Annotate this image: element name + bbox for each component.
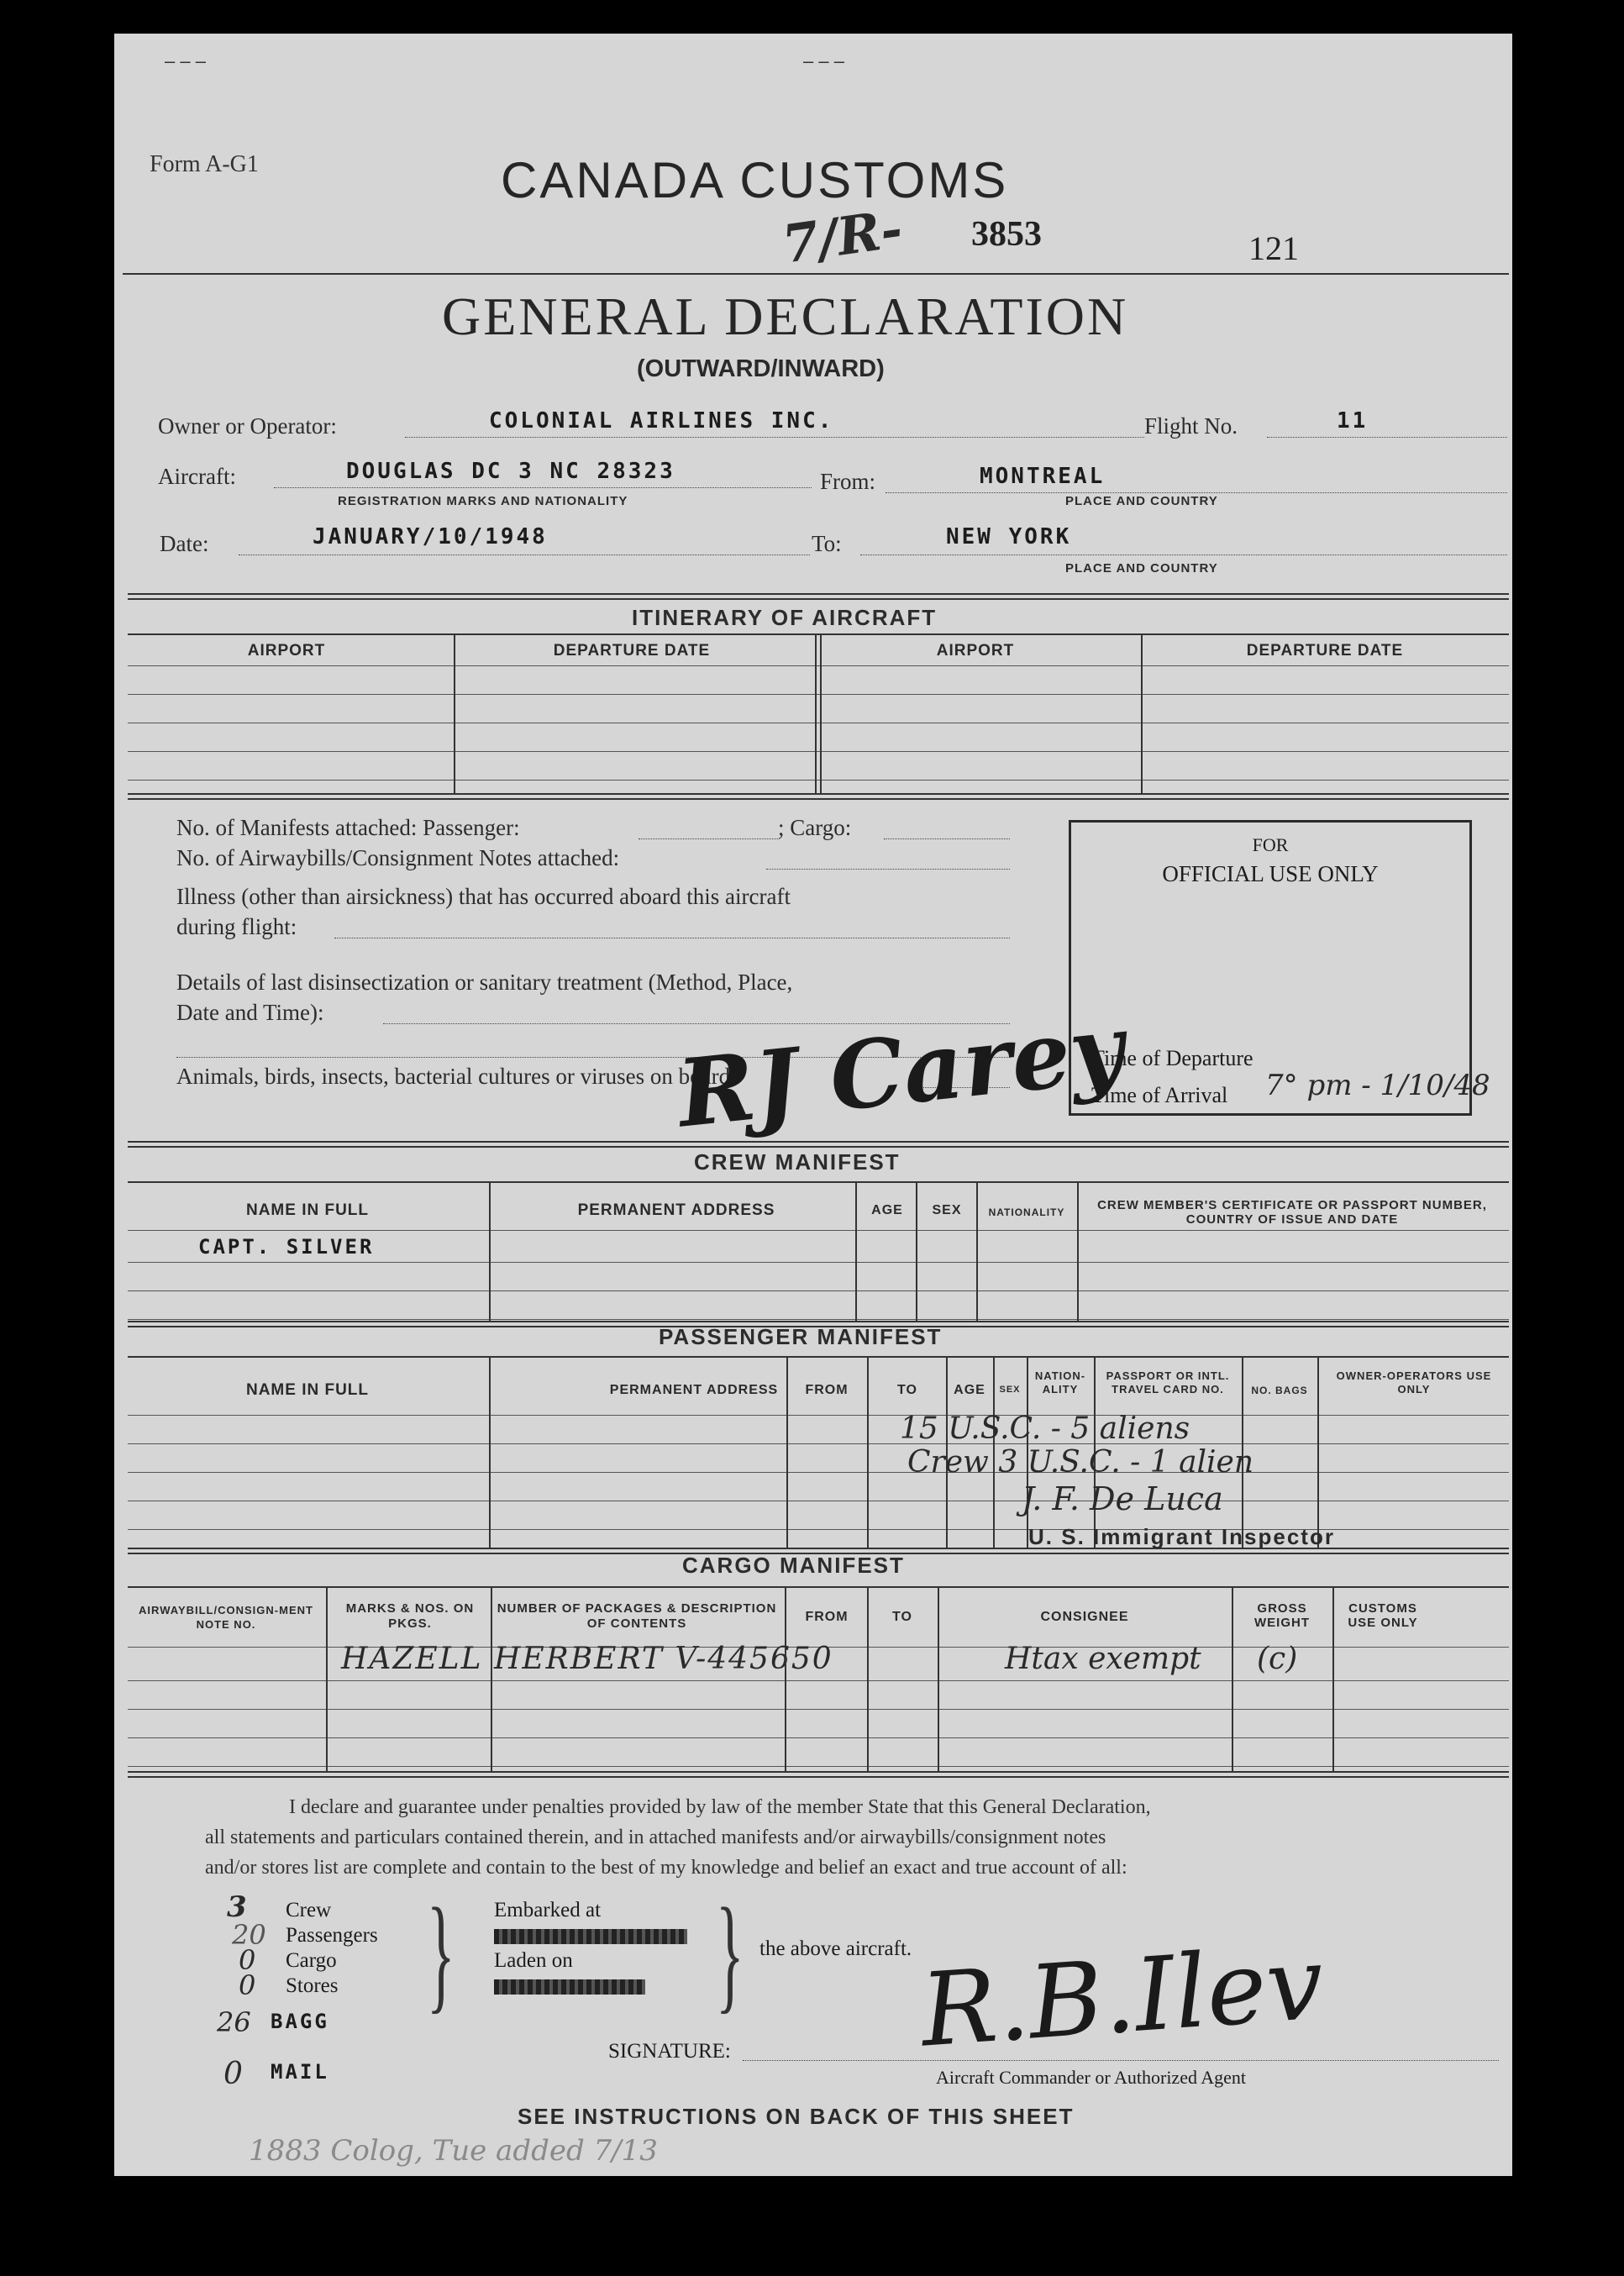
agency-title: CANADA CUSTOMS [501, 152, 1009, 208]
passenger-header: FROM [805, 1383, 849, 1397]
crew-title: CREW MANIFEST [694, 1149, 901, 1175]
itinerary-title: ITINERARY OF AIRCRAFT [632, 605, 938, 630]
cargo-rule [128, 1776, 1509, 1778]
to-caption: PLACE AND COUNTRY [1065, 561, 1218, 576]
mail-count: 0 [223, 2057, 243, 2091]
signature-label: SIGNATURE: [608, 2040, 731, 2063]
cargo-row-weight: (c) [1257, 1642, 1298, 1676]
from-value: MONTREAL [980, 464, 1106, 489]
embarked-redacted [494, 1929, 687, 1944]
declaration-form [114, 34, 1512, 2176]
col-rule [786, 1356, 788, 1549]
col-rule [491, 1586, 492, 1773]
to-value: NEW YORK [946, 524, 1072, 549]
cargo-label: ; Cargo: [778, 815, 852, 840]
arrival-value: 7° pm - 1/10/48 [1265, 1069, 1490, 1102]
aircraft-line [274, 487, 812, 488]
row-rule [128, 694, 1509, 695]
page-number: 121 [1248, 229, 1299, 267]
passenger-rule [128, 1356, 1509, 1358]
stamp-signature: RJ Carey [672, 993, 1129, 1149]
bagg-count: 26 [217, 2006, 251, 2038]
cargo-row-consignee: Htax exempt [1005, 1642, 1201, 1676]
passenger-header: OWNER-OPERATORS USE ONLY [1336, 1369, 1492, 1396]
crew-header: SEX [932, 1203, 962, 1217]
crew-header: AGE [871, 1203, 903, 1217]
passenger-header: NAME IN FULL [245, 1381, 370, 1399]
declaration-line: I declare and guarantee under penalties provided by law of the member State that this General Declaration, [289, 1796, 1151, 1818]
itinerary-rule [128, 633, 1509, 635]
cargo-header: TO [892, 1610, 912, 1624]
col-rule [938, 1586, 939, 1773]
itinerary-rule [128, 598, 1509, 600]
row-rule [128, 780, 1509, 781]
from-line [886, 492, 1507, 493]
col-rule [976, 1181, 978, 1321]
airwaybills-line [766, 869, 1010, 870]
from-caption: PLACE AND COUNTRY [1065, 494, 1218, 508]
cargo-header: AIRWAYBILL/CONSIGN-MENT NOTE NO. [139, 1604, 313, 1631]
itinerary-header: AIRPORT [936, 642, 1015, 660]
crew-rule [128, 1181, 1509, 1183]
row-rule [128, 1262, 1509, 1263]
passenger-header: NO. BAGS [1251, 1385, 1308, 1396]
brace-left: } [427, 1884, 455, 2026]
crew-header: PERMANENT ADDRESS [577, 1201, 775, 1219]
crew-count-label: Crew [286, 1899, 332, 1921]
cargo-title: CARGO MANIFEST [682, 1553, 905, 1578]
passenger-header: PASSPORT OR INTL. TRAVEL CARD NO. [1106, 1369, 1230, 1396]
crew-header: CREW MEMBER'S CERTIFICATE OR PASSPORT NUMBER, COUNTRY OF ISSUE AND DATE [1097, 1198, 1487, 1227]
cargo-count: 0 [239, 1944, 256, 1976]
crew-rule [128, 1141, 1509, 1143]
laden-redacted [494, 1979, 645, 1995]
mail-label: MAIL [271, 2060, 329, 2084]
from-label: From: [820, 469, 876, 494]
passenger-header: NATION-ALITY [1034, 1369, 1086, 1396]
stores-count-label: Stores [286, 1974, 339, 1997]
col-rule [1317, 1356, 1319, 1549]
row-rule [128, 1680, 1509, 1681]
header-rule [123, 273, 1509, 275]
row-rule [128, 1443, 1509, 1444]
flight-label: Flight No. [1144, 413, 1238, 439]
cargo-header: GROSS WEIGHT [1254, 1601, 1310, 1630]
row-rule [128, 1319, 1509, 1320]
passenger-header: SEX [999, 1385, 1021, 1395]
manifests-label: No. of Manifests attached: Passenger: [176, 815, 520, 840]
col-rule [1077, 1181, 1079, 1321]
cargo-count-label: Cargo [286, 1949, 337, 1972]
form-title: GENERAL DECLARATION [442, 286, 1129, 346]
passenger-header: PERMANENT ADDRESS [609, 1383, 779, 1397]
signature-line [743, 2060, 1499, 2061]
col-rule [489, 1181, 491, 1321]
crew-header: NAME IN FULL [245, 1201, 370, 1219]
col-rule [855, 1181, 857, 1321]
col-rule [867, 1356, 869, 1549]
illness-label-2: during flight: [176, 914, 297, 939]
row-rule [128, 665, 1509, 666]
cargo-header: CUSTOMS USE ONLY [1348, 1601, 1418, 1630]
aircraft-value: DOUGLAS DC 3 NC 28323 [346, 459, 675, 484]
col-rule [820, 633, 822, 793]
crew-row-name: CAPT. SILVER [198, 1235, 375, 1259]
hand-mark: 7/R- [778, 197, 907, 276]
flight-line [1267, 437, 1507, 438]
passenger-header: TO [897, 1383, 917, 1397]
col-rule [326, 1586, 328, 1773]
brace-right: } [716, 1884, 744, 2026]
itinerary-rule [128, 593, 1509, 595]
to-label: To: [812, 531, 842, 556]
form-number: Form A-G1 [150, 151, 259, 177]
commander-signature: R.B.Ilev [917, 1925, 1327, 2070]
top-mark: – – – [165, 50, 206, 71]
cargo-rule [128, 1586, 1509, 1588]
row-rule [128, 1290, 1509, 1291]
cargo-header: FROM [805, 1610, 849, 1624]
passengers-count-label: Passengers [286, 1924, 378, 1947]
itinerary-header: DEPARTURE DATE [553, 642, 711, 660]
aircraft-label: Aircraft: [158, 464, 236, 489]
form-subtitle: (OUTWARD/INWARD) [637, 355, 885, 382]
aircraft-caption: REGISTRATION MARKS AND NATIONALITY [338, 494, 628, 508]
col-rule [1141, 633, 1143, 793]
passengers-count: 20 [232, 1919, 266, 1951]
col-rule [1232, 1586, 1233, 1773]
date-label: Date: [160, 531, 209, 556]
cargo-header: CONSIGNEE [1040, 1610, 1129, 1624]
row-rule [128, 1737, 1509, 1738]
col-rule [454, 633, 455, 793]
airwaybills-label: No. of Airwaybills/Consignment Notes attached: [176, 845, 620, 870]
immigration-stamp: U. S. Immigrant Inspector [1028, 1524, 1335, 1549]
top-mark: – – – [803, 50, 844, 71]
passenger-note: Crew 3 U.S.C. - 1 alien [907, 1445, 1254, 1480]
row-rule [128, 1709, 1509, 1710]
col-rule [867, 1586, 869, 1773]
crew-count: 3 [227, 1890, 247, 1924]
passenger-title: PASSENGER MANIFEST [659, 1324, 943, 1349]
details-label: Details of last disinsectization or sanitary treatment (Method, Place, [176, 970, 793, 995]
flight-value: 11 [1337, 408, 1369, 434]
declaration-line: and/or stores list are complete and contain to the best of my knowledge and belief an exact and true account of all: [205, 1857, 1127, 1879]
reference-number: 3853 [971, 215, 1042, 254]
bagg-label: BAGG [271, 2010, 329, 2033]
passenger-note: J. F. De Luca [1022, 1480, 1223, 1517]
passenger-header: AGE [954, 1383, 985, 1397]
arrival-label: Time of Arrival [1091, 1083, 1228, 1107]
cargo-header: MARKS & NOS. ON PKGS. [345, 1601, 475, 1631]
pencil-note: 1883 Colog, Tue added 7/13 [249, 2134, 658, 2168]
passenger-note: 15 U.S.C. - 5 aliens [900, 1411, 1190, 1446]
stores-count: 0 [239, 1969, 256, 2001]
col-rule [916, 1181, 917, 1321]
row-rule [128, 1230, 1509, 1231]
owner-line [405, 437, 1144, 438]
cargo-line [884, 838, 1010, 839]
official-for: FOR [1252, 834, 1289, 855]
laden-label: Laden on [494, 1949, 573, 1972]
departure-label: Time of Departure [1091, 1046, 1253, 1070]
itinerary-header: DEPARTURE DATE [1246, 642, 1404, 660]
illness-label: Illness (other than airsickness) that has occurred aboard this aircraft [176, 884, 791, 909]
cargo-rule [128, 1771, 1509, 1773]
row-rule [128, 1472, 1509, 1473]
owner-label: Owner or Operator: [158, 413, 337, 439]
col-rule [815, 633, 817, 793]
official-use-title: OFFICIAL USE ONLY [1162, 861, 1379, 886]
embarked-label: Embarked at [494, 1899, 602, 1921]
date-value: JANUARY/10/1948 [313, 524, 548, 549]
row-rule [128, 1766, 1509, 1767]
crew-rule [128, 1321, 1509, 1322]
crew-header: NATIONALITY [988, 1206, 1065, 1218]
cargo-row-marks: HAZELL HERBERT V-445650 [341, 1642, 833, 1676]
animals-label: Animals, birds, insects, bacterial cultures or viruses on board: [176, 1064, 737, 1089]
owner-value: COLONIAL AIRLINES INC. [489, 408, 834, 434]
row-rule [128, 751, 1509, 752]
itinerary-rule [128, 798, 1509, 800]
instructions-footer: SEE INSTRUCTIONS ON BACK OF THIS SHEET [518, 2104, 1075, 2129]
itinerary-header: AIRPORT [247, 642, 326, 660]
details-label-2: Date and Time): [176, 1000, 324, 1025]
row-rule [128, 1415, 1509, 1416]
signature-caption: Aircraft Commander or Authorized Agent [936, 2067, 1247, 2088]
col-rule [1332, 1586, 1334, 1773]
passenger-line [639, 838, 780, 839]
declaration-line: all statements and particulars contained therein, and in attached manifests and/or airwaybills/consignment notes [205, 1827, 1106, 1848]
itinerary-rule [128, 793, 1509, 795]
crew-rule [128, 1146, 1509, 1148]
col-rule [489, 1356, 491, 1549]
cargo-header: NUMBER OF PACKAGES & DESCRIPTION OF CONTENTS [497, 1601, 777, 1631]
above-aircraft-label: the above aircraft. [759, 1937, 912, 1960]
col-rule [785, 1586, 786, 1773]
